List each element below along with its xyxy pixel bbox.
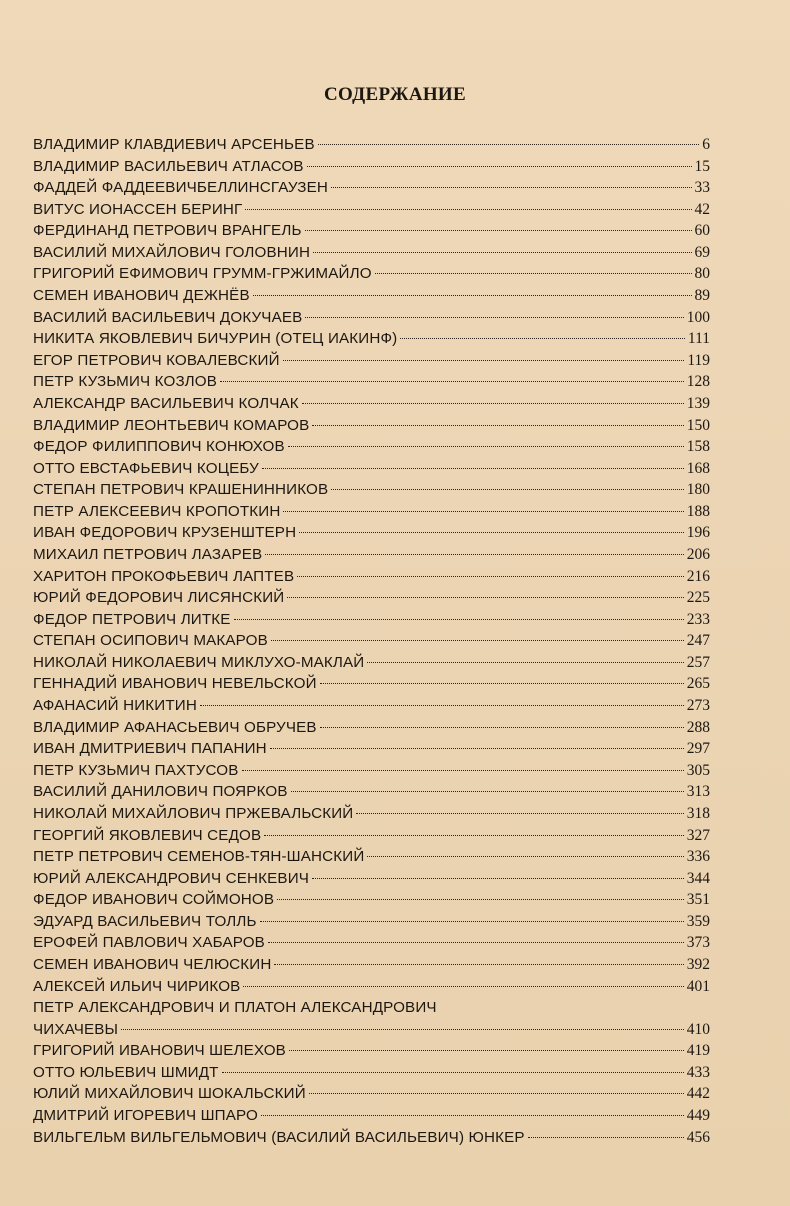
- toc-entry-name: НИКОЛАЙ МИХАЙЛОВИЧ ПРЖЕВАЛЬСКИЙ: [33, 804, 354, 822]
- toc-entry-name: ГРИГОРИЙ ИВАНОВИЧ ШЕЛЕХОВ: [33, 1042, 286, 1060]
- toc-page-number: 69: [694, 243, 710, 261]
- toc-page-number: 158: [686, 438, 710, 456]
- toc-entry[interactable]: [33, 1105, 710, 1127]
- toc-page-number: 247: [686, 632, 710, 650]
- toc-entry-name: СТЕПАН ОСИПОВИЧ МАКАРОВ: [33, 632, 268, 650]
- toc-entry-name: НИКОЛАЙ НИКОЛАЕВИЧ МИКЛУХО-МАКЛАЙ: [33, 653, 365, 671]
- toc-entry-name: СЕМЕН ИВАНОВИЧ ДЕЖНЁВ: [33, 287, 250, 305]
- dot-leader: [260, 921, 684, 922]
- dot-leader: [307, 166, 692, 167]
- toc-entry[interactable]: [33, 285, 710, 307]
- dot-leader: [283, 511, 683, 512]
- dot-leader: [234, 619, 684, 620]
- dot-leader: [305, 230, 692, 231]
- toc-entry-name: ПЕТР АЛЕКСЕЕВИЧ КРОПОТКИН: [33, 502, 281, 520]
- toc-entry[interactable]: [33, 307, 710, 329]
- toc-entry-name: ГЕОРГИЙ ЯКОВЛЕВИЧ СЕДОВ: [33, 826, 262, 844]
- dot-leader: [264, 835, 683, 836]
- toc-page-number: 233: [686, 610, 710, 628]
- toc-page-number: 313: [686, 783, 710, 801]
- dot-leader: [375, 273, 692, 274]
- toc-page-number: 111: [687, 330, 710, 348]
- dot-leader: [302, 403, 684, 404]
- toc-entry[interactable]: [33, 932, 710, 954]
- toc-entry-name: ФЕДОР ИВАНОВИЧ СОЙМОНОВ: [33, 891, 275, 909]
- toc-page-number: 139: [686, 394, 710, 412]
- toc-entry-name: ГРИГОРИЙ ЕФИМОВИЧ ГРУММ-ГРЖИМАЙЛО: [33, 265, 372, 283]
- toc-entry[interactable]: [33, 199, 710, 221]
- toc-entry-name: ВЛАДИМИР ВАСИЛЬЕВИЧ АТЛАСОВ: [33, 157, 304, 175]
- toc-entry[interactable]: [33, 695, 710, 717]
- dot-leader: [265, 554, 683, 555]
- dot-leader: [331, 489, 683, 490]
- dot-leader: [268, 942, 684, 943]
- dot-leader: [356, 813, 683, 814]
- dot-leader: [271, 640, 684, 641]
- toc-entry-name: ЮРИЙ АЛЕКСАНДРОВИЧ СЕНКЕВИЧ: [33, 869, 310, 887]
- toc-page-number: 89: [694, 287, 710, 305]
- toc-entry-name: ЧИХАЧЕВЫ: [33, 1020, 119, 1038]
- dot-leader: [220, 381, 684, 382]
- toc-entry[interactable]: [33, 242, 710, 264]
- toc-entry[interactable]: [33, 263, 710, 285]
- toc-entry[interactable]: [33, 436, 710, 458]
- toc-entry-name: ЮЛИЙ МИХАЙЛОВИЧ ШОКАЛЬСКИЙ: [33, 1085, 306, 1103]
- toc-entry[interactable]: [33, 717, 710, 739]
- dot-leader: [309, 1093, 684, 1094]
- toc-page-number: 318: [686, 804, 710, 822]
- toc-page-number: 196: [686, 524, 710, 542]
- toc-entry[interactable]: [33, 1083, 710, 1105]
- toc-entry-name: АЛЕКСАНДР ВАСИЛЬЕВИЧ КОЛЧАК: [33, 394, 299, 412]
- toc-entry-name: ИВАН ДМИТРИЕВИЧ ПАПАНИН: [33, 740, 267, 758]
- dot-leader: [262, 468, 684, 469]
- toc-page-number: 15: [694, 157, 710, 175]
- dot-leader: [331, 187, 691, 188]
- toc-page-number: 42: [694, 200, 710, 218]
- dot-leader: [121, 1029, 684, 1030]
- toc-entry[interactable]: [33, 781, 710, 803]
- dot-leader: [243, 986, 683, 987]
- toc-page-number: 449: [686, 1107, 710, 1125]
- toc-entry-name: ВЛАДИМИР АФАНАСЬЕВИЧ ОБРУЧЕВ: [33, 718, 317, 736]
- dot-leader: [320, 683, 684, 684]
- toc-entry-name: ДМИТРИЙ ИГОРЕВИЧ ШПАРО: [33, 1107, 258, 1125]
- dot-leader: [277, 899, 684, 900]
- dot-leader: [299, 532, 684, 533]
- toc-entry-name: ВАСИЛИЙ ДАНИЛОВИЧ ПОЯРКОВ: [33, 783, 288, 801]
- toc-page-number: 327: [686, 826, 710, 844]
- toc-page-number: 401: [686, 977, 710, 995]
- toc-entry-name: ЕГОР ПЕТРОВИЧ КОВАЛЕВСКИЙ: [33, 351, 280, 369]
- toc-page-number: 288: [686, 718, 710, 736]
- toc-entry-name: ФЕДОР ПЕТРОВИЧ ЛИТКЕ: [33, 610, 231, 628]
- toc-page-number: 265: [686, 675, 710, 693]
- toc-page-number: 410: [686, 1020, 710, 1038]
- toc-entry-name: ОТТО ЮЛЬЕВИЧ ШМИДТ: [33, 1063, 219, 1081]
- toc-entry-name: ХАРИТОН ПРОКОФЬЕВИЧ ЛАПТЕВ: [33, 567, 295, 585]
- toc-entry-name: ЕРОФЕЙ ПАВЛОВИЧ ХАБАРОВ: [33, 934, 265, 952]
- dot-leader: [200, 705, 684, 706]
- toc-page-number: 33: [694, 179, 710, 197]
- toc-page-number: 305: [686, 761, 710, 779]
- toc-page-number: 373: [686, 934, 710, 952]
- toc-page-number: 216: [686, 567, 710, 585]
- toc-entry[interactable]: [33, 479, 710, 501]
- dot-leader: [222, 1072, 684, 1073]
- dot-leader: [320, 727, 684, 728]
- toc-page-number: 119: [687, 351, 710, 369]
- toc-page-number: 442: [686, 1085, 710, 1103]
- toc-entry[interactable]: [33, 587, 710, 609]
- toc-entry-name: МИХАИЛ ПЕТРОВИЧ ЛАЗАРЕВ: [33, 545, 263, 563]
- toc-page-number: 188: [686, 502, 710, 520]
- table-of-contents: [33, 134, 710, 1148]
- toc-page-number: 225: [686, 589, 710, 607]
- dot-leader: [253, 295, 692, 296]
- toc-entry-name: СЕМЕН ИВАНОВИЧ ЧЕЛЮСКИН: [33, 955, 272, 973]
- toc-entry[interactable]: [33, 371, 710, 393]
- toc-entry-name: СТЕПАН ПЕТРОВИЧ КРАШЕНИННИКОВ: [33, 481, 329, 499]
- toc-entry[interactable]: [33, 911, 710, 933]
- toc-page-number: 336: [686, 848, 710, 866]
- dot-leader: [287, 597, 683, 598]
- toc-entry-name: ФАДДЕЙ ФАДДЕЕВИЧБЕЛЛИНСГАУЗЕН: [33, 179, 329, 197]
- toc-entry[interactable]: [33, 760, 710, 782]
- toc-entry-name: ВИТУС ИОНАССЕН БЕРИНГ: [33, 200, 243, 218]
- dot-leader: [283, 360, 685, 361]
- toc-entry-name: ПЕТР КУЗЬМИЧ ПАХТУСОВ: [33, 761, 239, 779]
- dot-leader: [274, 964, 683, 965]
- toc-page-number: 456: [686, 1128, 710, 1146]
- toc-page-number: 433: [686, 1063, 710, 1081]
- toc-entry[interactable]: [33, 328, 710, 350]
- dot-leader: [367, 856, 683, 857]
- toc-entry-name: ФЕРДИНАНД ПЕТРОВИЧ ВРАНГЕЛЬ: [33, 222, 302, 240]
- toc-entry[interactable]: [33, 609, 710, 631]
- toc-entry-name: АЛЕКСЕЙ ИЛЬИЧ ЧИРИКОВ: [33, 977, 241, 995]
- dot-leader: [318, 144, 700, 145]
- dot-leader: [312, 878, 684, 879]
- dot-leader: [305, 317, 683, 318]
- toc-page-number: 128: [686, 373, 710, 391]
- toc-page-number: 359: [686, 912, 710, 930]
- toc-entry[interactable]: [33, 652, 710, 674]
- dot-leader: [312, 425, 683, 426]
- toc-page-number: 6: [702, 136, 710, 153]
- toc-entry-name: ГЕННАДИЙ ИВАНОВИЧ НЕВЕЛЬСКОЙ: [33, 675, 317, 693]
- toc-entry[interactable]: [33, 868, 710, 890]
- toc-entry[interactable]: [33, 458, 710, 480]
- toc-entry[interactable]: [33, 501, 710, 523]
- dot-leader: [270, 748, 684, 749]
- toc-entry-name: НИКИТА ЯКОВЛЕВИЧ БИЧУРИН (ОТЕЦ ИАКИНФ): [33, 330, 398, 348]
- toc-entry[interactable]: [33, 1127, 710, 1149]
- toc-entry-name: ИВАН ФЕДОРОВИЧ КРУЗЕНШТЕРН: [33, 524, 297, 542]
- page-title: СОДЕРЖАНИЕ: [324, 84, 466, 105]
- dot-leader: [242, 770, 684, 771]
- toc-entry[interactable]: [33, 522, 710, 544]
- toc-entry[interactable]: [33, 1019, 710, 1041]
- toc-entry-name: ВАСИЛИЙ ВАСИЛЬЕВИЧ ДОКУЧАЕВ: [33, 308, 303, 326]
- toc-entry[interactable]: [33, 976, 710, 998]
- toc-entry[interactable]: [33, 415, 710, 437]
- toc-entry-name: АФАНАСИЙ НИКИТИН: [33, 697, 197, 715]
- toc-entry-name: ВЛАДИМИР ЛЕОНТЬЕВИЧ КОМАРОВ: [33, 416, 310, 434]
- toc-entry[interactable]: [33, 134, 710, 156]
- toc-entry[interactable]: [33, 393, 710, 415]
- toc-page-number: 257: [686, 653, 710, 671]
- toc-entry-name: ПЕТР КУЗЬМИЧ КОЗЛОВ: [33, 373, 217, 391]
- toc-entry-name: ПЕТР ПЕТРОВИЧ СЕМЕНОВ-ТЯН-ШАНСКИЙ: [33, 848, 365, 866]
- toc-page-number: 419: [686, 1042, 710, 1060]
- dot-leader: [288, 446, 684, 447]
- toc-entry[interactable]: [33, 673, 710, 695]
- toc-page-number: 100: [686, 308, 710, 326]
- toc-entry-line: [33, 997, 710, 1019]
- toc-entry[interactable]: [33, 846, 710, 868]
- toc-page-number: 297: [686, 740, 710, 758]
- toc-entry-name: ЮРИЙ ФЕДОРОВИЧ ЛИСЯНСКИЙ: [33, 589, 285, 607]
- toc-page-number: 60: [694, 222, 710, 240]
- toc-entry[interactable]: [33, 825, 710, 847]
- toc-entry[interactable]: [33, 544, 710, 566]
- dot-leader: [528, 1137, 684, 1138]
- dot-leader: [289, 1050, 684, 1051]
- toc-entry[interactable]: [33, 738, 710, 760]
- toc-entry[interactable]: [33, 220, 710, 242]
- toc-entry-name: ФЕДОР ФИЛИППОВИЧ КОНЮХОВ: [33, 438, 285, 456]
- dot-leader: [400, 338, 685, 339]
- dot-leader: [261, 1115, 684, 1116]
- toc-page-number: 80: [694, 265, 710, 283]
- toc-page-number: 150: [686, 416, 710, 434]
- toc-entry-name: ВЛАДИМИР КЛАВДИЕВИЧ АРСЕНЬЕВ: [33, 136, 315, 153]
- dot-leader: [367, 662, 683, 663]
- toc-page-number: 351: [686, 891, 710, 909]
- toc-entry[interactable]: [33, 566, 710, 588]
- toc-entry-name: ОТТО ЕВСТАФЬЕВИЧ КОЦЕБУ: [33, 459, 259, 477]
- toc-entry[interactable]: [33, 177, 710, 199]
- toc-page-number: 180: [686, 481, 710, 499]
- toc-page-number: 392: [686, 955, 710, 973]
- toc-page-number: 168: [686, 459, 710, 477]
- toc-entry[interactable]: [33, 630, 710, 652]
- toc-entry[interactable]: [33, 1040, 710, 1062]
- toc-entry[interactable]: [33, 803, 710, 825]
- toc-entry[interactable]: [33, 1062, 710, 1084]
- toc-entry-name: ПЕТР АЛЕКСАНДРОВИЧ И ПЛАТОН АЛЕКСАНДРОВИЧ: [33, 999, 437, 1017]
- toc-entry-name: ВИЛЬГЕЛЬМ ВИЛЬГЕЛЬМОВИЧ (ВАСИЛИЙ ВАСИЛЬЕВИЧ) ЮНКЕР: [33, 1128, 525, 1146]
- dot-leader: [297, 576, 684, 577]
- toc-entry[interactable]: [33, 350, 710, 372]
- toc-entry-name: ЭДУАРД ВАСИЛЬЕВИЧ ТОЛЛЬ: [33, 912, 257, 930]
- toc-entry[interactable]: [33, 954, 710, 976]
- toc-page-number: 273: [686, 697, 710, 715]
- toc-entry-name: ВАСИЛИЙ МИХАЙЛОВИЧ ГОЛОВНИН: [33, 243, 311, 261]
- toc-page-number: 344: [686, 869, 710, 887]
- dot-leader: [313, 252, 691, 253]
- dot-leader: [291, 791, 684, 792]
- dot-leader: [245, 209, 691, 210]
- toc-entry[interactable]: [33, 889, 710, 911]
- toc-entry[interactable]: [33, 156, 710, 178]
- toc-page-number: 206: [686, 545, 710, 563]
